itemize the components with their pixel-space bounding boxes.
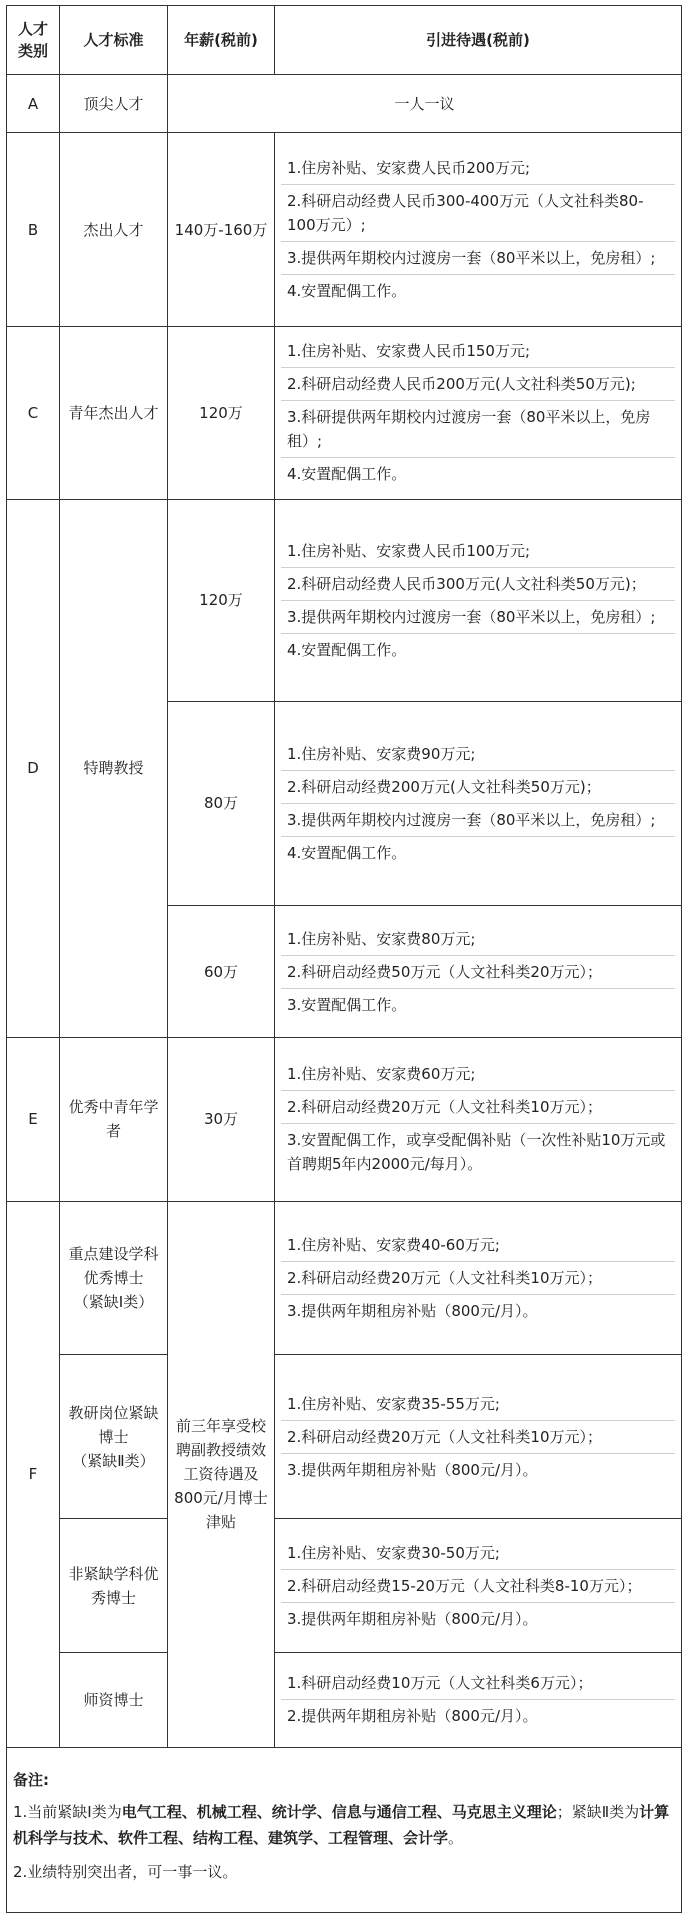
salary-cell: 120万	[168, 326, 275, 499]
header-standard: 人才标准	[60, 6, 168, 75]
standard-cell: 非紧缺学科优秀博士	[60, 1519, 168, 1653]
benefit-item: 1.住房补贴、安家费90万元;	[287, 744, 476, 763]
standard-cell: 优秀中青年学者	[60, 1038, 168, 1201]
header-category: 人才类别	[7, 6, 60, 75]
note-1-text-c: ；紧缺Ⅱ类为	[556, 1802, 640, 1821]
benefit-item: 1.住房补贴、安家费人民币150万元;	[287, 342, 530, 361]
note-1-text-a: 1.当前紧缺Ⅰ类为	[13, 1802, 122, 1821]
benefit-item: 3.提供两年期校内过渡房一套（80平米以上，免房租）;	[281, 241, 675, 274]
standard-cell: 特聘教授	[60, 499, 168, 1038]
benefit-item: 2.科研启动经费50万元（人文社科类20万元）；	[281, 955, 675, 988]
header-benefits: 引进待遇(税前)	[275, 6, 682, 75]
benefits-cell	[275, 1201, 682, 1355]
salary-cell: 120万	[168, 499, 275, 701]
benefit-item: 1.住房补贴、安家费80万元;	[287, 929, 476, 948]
benefit-item: 3.提供两年期校内过渡房一套（80平米以上，免房租）;	[281, 600, 675, 633]
notes-title: 备注:	[13, 1770, 49, 1789]
benefit-item: 3.科研提供两年期校内过渡房一套（80平米以上，免房租）;	[281, 400, 675, 457]
benefit-item: 1.科研启动经费10万元（人文社科类6万元）；	[287, 1674, 593, 1693]
standard-cell: 顶尖人才	[60, 75, 168, 133]
header-row	[7, 6, 682, 75]
salary-cell: 前三年享受校聘副教授绩效工资待遇及800元/月博士津贴	[168, 1201, 275, 1747]
benefits-cell	[275, 1038, 682, 1201]
standard-cell: 杰出人才	[60, 133, 168, 327]
benefit-item: 2.科研启动经费15-20万元（人文社科类8-10万元）；	[281, 1569, 675, 1602]
salary-cell: 60万	[168, 905, 275, 1038]
benefit-item: 1.住房补贴、安家费人民币100万元;	[287, 541, 530, 560]
standard-note: （紧缺Ⅰ类）	[73, 1292, 154, 1311]
benefit-item: 1.住房补贴、安家费60万元;	[287, 1065, 476, 1084]
benefit-item: 2.科研启动经费20万元（人文社科类10万元）；	[281, 1261, 675, 1294]
benefits-cell	[275, 133, 682, 327]
note-1	[13, 1799, 675, 1851]
talent-table	[6, 5, 682, 1913]
standard-cell: 师资博士	[60, 1652, 168, 1747]
benefit-item: 2.科研启动经费人民币200万元(人文社科类50万元);	[281, 367, 675, 400]
benefit-item: 2.科研启动经费200万元(人文社科类50万元)；	[281, 770, 675, 803]
notes-row	[7, 1747, 682, 1912]
benefit-item: 4.安置配偶工作。	[281, 457, 675, 490]
benefit-item: 3.提供两年期租房补贴（800元/月）。	[281, 1294, 675, 1327]
standard-cell	[60, 1201, 168, 1355]
benefit-item: 2.科研启动经费20万元（人文社科类10万元）；	[281, 1420, 675, 1453]
benefit-item: 3.提供两年期租房补贴（800元/月）。	[281, 1453, 675, 1486]
benefit-item: 1.住房补贴、安家费40-60万元;	[287, 1235, 500, 1254]
standard-cell	[60, 1355, 168, 1519]
table-row-a	[7, 75, 682, 133]
benefit-item: 1.住房补贴、安家费人民币200万元;	[287, 159, 530, 178]
benefit-item: 4.安置配偶工作。	[281, 274, 675, 307]
standard-name: 教研岗位紧缺博士	[68, 1403, 159, 1446]
benefit-item: 3.提供两年期校内过渡房一套（80平米以上，免房租）;	[281, 803, 675, 836]
note-2: 2.业绩特别突出者，可一事一议。	[13, 1862, 238, 1881]
benefit-item: 3.安置配偶工作。	[281, 988, 675, 1021]
standard-cell: 青年杰出人才	[60, 326, 168, 499]
note-1-text-e: 。	[448, 1828, 464, 1847]
header-salary: 年薪(税前)	[168, 6, 275, 75]
category-cell: D	[7, 499, 60, 1038]
benefits-cell	[275, 905, 682, 1038]
table-row-d-1	[7, 499, 682, 701]
benefit-item: 3.安置配偶工作，或享受配偶补贴（一次性补贴10万元或首聘期5年内2000元/每月）。	[281, 1123, 675, 1180]
category-cell: F	[7, 1201, 60, 1747]
benefits-cell	[275, 1355, 682, 1519]
table-row-f-2	[7, 1355, 682, 1519]
table-row-b	[7, 133, 682, 327]
benefit-item: 2.科研启动经费人民币300-400万元（人文社科类80-100万元）;	[281, 184, 675, 241]
benefit-item: 4.安置配偶工作。	[281, 836, 675, 869]
benefit-item: 1.住房补贴、安家费35-55万元;	[287, 1394, 500, 1413]
note-1-urgent-i-list: 电气工程、机械工程、统计学、信息与通信工程、马克思主义理论	[121, 1802, 557, 1821]
benefits-cell	[275, 1652, 682, 1747]
benefit-item: 2.提供两年期租房补贴（800元/月）。	[281, 1699, 675, 1732]
salary-cell: 80万	[168, 701, 275, 905]
standard-note: （紧缺Ⅱ类）	[72, 1451, 155, 1470]
benefit-item: 3.提供两年期租房补贴（800元/月）。	[281, 1602, 675, 1635]
benefits-cell	[275, 326, 682, 499]
standard-name: 重点建设学科优秀博士	[68, 1244, 159, 1287]
benefit-item: 1.住房补贴、安家费30-50万元;	[287, 1543, 500, 1562]
table-row-f-3	[7, 1519, 682, 1653]
benefits-cell	[275, 499, 682, 701]
category-cell: B	[7, 133, 60, 327]
benefits-cell	[275, 701, 682, 905]
category-cell: E	[7, 1038, 60, 1201]
benefit-item: 2.科研启动经费20万元（人文社科类10万元）；	[281, 1090, 675, 1123]
category-cell: A	[7, 75, 60, 133]
table-row-c	[7, 326, 682, 499]
notes-cell	[7, 1747, 682, 1912]
benefit-item: 2.科研启动经费人民币300万元(人文社科类50万元)；	[281, 567, 675, 600]
table-row-f-4	[7, 1652, 682, 1747]
benefit-item: 4.安置配偶工作。	[281, 633, 675, 666]
table-row-f-1	[7, 1201, 682, 1355]
table-row-e	[7, 1038, 682, 1201]
note-1-urgent-ii-list: 计算机科学与技术、软件工程、结构工程、建筑学、工程管理、会计学	[13, 1802, 670, 1847]
salary-cell: 30万	[168, 1038, 275, 1201]
category-cell: C	[7, 326, 60, 499]
benefits-cell	[275, 1519, 682, 1653]
salary-cell: 140万-160万	[168, 133, 275, 327]
merged-benefit-cell: 一人一议	[168, 75, 682, 133]
